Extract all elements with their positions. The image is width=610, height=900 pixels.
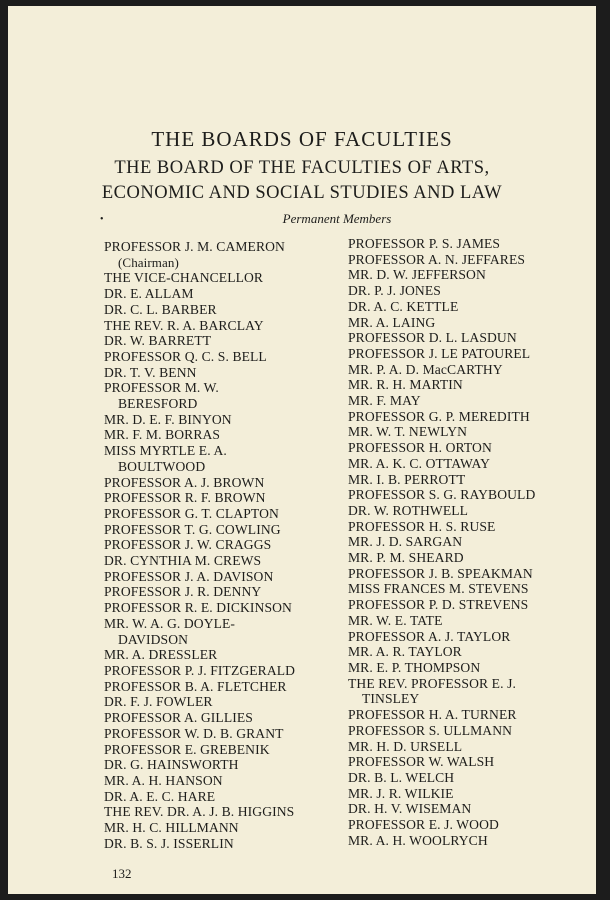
member-name: MR. P. M. SHEARD	[348, 550, 464, 566]
member-list-left	[104, 239, 340, 851]
member-name: PROFESSOR A. J. BROWN	[104, 474, 265, 490]
member-name: MR. D. W. JEFFERSON	[348, 267, 486, 283]
member-name: MISS MYRTLE E. A.	[104, 443, 227, 459]
member-entry	[104, 584, 340, 600]
member-entry	[348, 267, 594, 283]
member-name: DR. F. J. FOWLER	[104, 694, 213, 710]
member-name: DR. P. J. JONES	[348, 283, 441, 299]
member-entry	[348, 660, 594, 676]
member-entry	[348, 550, 594, 566]
member-name: PROFESSOR G. T. CLAPTON	[104, 505, 279, 521]
member-entry	[348, 252, 594, 268]
member-entry	[104, 365, 340, 381]
member-name: MR. H. C. HILLMANN	[104, 820, 239, 836]
member-entry	[348, 613, 594, 629]
member-entry	[348, 299, 594, 315]
member-entry	[104, 427, 340, 443]
member-name-continued: DAVIDSON	[118, 631, 189, 647]
member-name: DR. T. V. BENN	[104, 364, 197, 380]
member-entry	[348, 330, 594, 346]
member-entry	[348, 786, 594, 802]
member-entry	[104, 789, 340, 805]
member-name: MR. A. K. C. OTTAWAY	[348, 455, 491, 471]
member-name: MR. W. A. G. DOYLE-	[104, 615, 236, 631]
member-name: MR. I. B. PERROTT	[348, 471, 466, 487]
member-entry	[348, 629, 594, 645]
member-name: PROFESSOR B. A. FLETCHER	[104, 678, 287, 694]
member-name: PROFESSOR P. J. FITZGERALD	[104, 662, 296, 678]
member-entry	[348, 393, 594, 409]
member-entry	[348, 456, 594, 472]
member-name: DR. B. L. WELCH	[348, 769, 455, 785]
member-name: PROFESSOR Q. C. S. BELL	[104, 348, 267, 364]
member-name: MR. E. P. THOMPSON	[348, 659, 481, 675]
member-name: PROFESSOR J. R. DENNY	[104, 584, 262, 600]
member-entry	[348, 707, 594, 723]
member-entry	[104, 553, 340, 569]
member-name: DR. C. L. BARBER	[104, 301, 217, 317]
member-entry	[104, 742, 340, 758]
member-entry	[104, 537, 340, 553]
member-entry	[348, 770, 594, 786]
member-name: PROFESSOR H. A. TURNER	[348, 707, 517, 723]
member-name: THE VICE-CHANCELLOR	[104, 270, 264, 286]
member-name: MR. J. D. SARGAN	[348, 534, 463, 550]
subtitle-line-1: THE BOARD OF THE FACULTIES OF ARTS,	[114, 158, 490, 178]
member-entry	[348, 503, 594, 519]
member-name: MR. A. H. WOOLRYCH	[348, 832, 488, 848]
member-name: MR. P. A. D. MacCARTHY	[348, 361, 503, 377]
member-name: PROFESSOR E. J. WOOD	[348, 817, 499, 833]
member-entry	[104, 647, 340, 663]
member-name: MR. F. M. BORRAS	[104, 427, 221, 443]
member-name: DR. B. S. J. ISSERLIN	[104, 835, 234, 851]
bullet-mark: •	[100, 214, 104, 225]
subtitle-line-2: ECONOMIC AND SOCIAL STUDIES AND LAW	[101, 183, 503, 203]
document-page	[8, 6, 596, 894]
member-name: PROFESSOR S. G. RAYBOULD	[348, 487, 536, 503]
member-entry	[348, 817, 594, 833]
member-entry	[104, 380, 340, 411]
member-name: MR. J. R. WILKIE	[348, 785, 454, 801]
member-name: PROFESSOR R. E. DICKINSON	[104, 600, 292, 616]
member-entry	[348, 833, 594, 849]
member-name: PROFESSOR P. D. STREVENS	[348, 597, 529, 613]
member-entry	[104, 569, 340, 585]
member-entry	[104, 412, 340, 428]
member-name-continued: TINSLEY	[362, 691, 420, 707]
member-entry	[348, 409, 594, 425]
member-name: DR. A. C. KETTLE	[348, 298, 459, 314]
member-entry	[348, 519, 594, 535]
member-name: DR. E. ALLAM	[104, 286, 194, 302]
member-entry	[104, 522, 340, 538]
page-title: THE BOARDS OF FACULTIES	[151, 127, 453, 151]
member-entry	[104, 616, 340, 647]
member-name: MISS FRANCES M. STEVENS	[348, 581, 529, 597]
member-name: MR. A. H. HANSON	[104, 772, 223, 788]
member-entry	[348, 723, 594, 739]
chairman-note: (Chairman)	[118, 254, 179, 270]
member-entry	[104, 804, 340, 820]
member-entry	[348, 754, 594, 770]
member-entry	[348, 597, 594, 613]
member-entry	[104, 710, 340, 726]
member-name: PROFESSOR W. WALSH	[348, 754, 495, 770]
member-name: MR. H. D. URSELL	[348, 738, 463, 754]
member-name: PROFESSOR J. W. CRAGGS	[104, 537, 272, 553]
member-name: MR. W. T. NEWLYN	[348, 424, 468, 440]
member-entry	[348, 566, 594, 582]
member-list-right	[348, 236, 594, 848]
member-entry	[348, 362, 594, 378]
member-entry	[104, 757, 340, 773]
member-entry	[104, 663, 340, 679]
member-entry	[348, 581, 594, 597]
member-name: PROFESSOR R. F. BROWN	[104, 490, 266, 506]
member-entry	[104, 506, 340, 522]
member-name: MR. W. E. TATE	[348, 612, 443, 628]
member-name: DR. W. ROTHWELL	[348, 502, 469, 518]
member-name: MR. A. DRESSLER	[104, 647, 218, 663]
page-number: 132	[112, 866, 132, 881]
member-entry	[104, 302, 340, 318]
member-entry	[348, 424, 594, 440]
member-entry	[348, 487, 594, 503]
member-entry	[348, 236, 594, 252]
member-entry	[104, 333, 340, 349]
member-name: MR. F. MAY	[348, 393, 421, 409]
member-entry	[348, 377, 594, 393]
member-name: THE REV. DR. A. J. B. HIGGINS	[104, 804, 295, 820]
member-entry	[104, 490, 340, 506]
member-name-continued: BERESFORD	[118, 396, 198, 412]
member-name: PROFESSOR W. D. B. GRANT	[104, 725, 284, 741]
member-name: PROFESSOR H. S. RUSE	[348, 518, 496, 534]
member-name: DR. A. E. C. HARE	[104, 788, 216, 804]
member-entry	[104, 286, 340, 302]
member-entry	[104, 600, 340, 616]
member-entry	[104, 820, 340, 836]
member-name: DR. H. V. WISEMAN	[348, 801, 472, 817]
member-entry	[104, 270, 340, 286]
member-entry	[348, 739, 594, 755]
member-name: PROFESSOR A. N. JEFFARES	[348, 251, 526, 267]
member-name: PROFESSOR G. P. MEREDITH	[348, 408, 530, 424]
member-entry	[348, 801, 594, 817]
member-entry	[104, 475, 340, 491]
member-name: MR. R. H. MARTIN	[348, 377, 463, 393]
member-name: DR. W. BARRETT	[104, 333, 212, 349]
member-name: DR. CYNTHIA M. CREWS	[104, 553, 262, 569]
member-name-continued: BOULTWOOD	[118, 458, 206, 474]
section-heading: Permanent Members	[282, 211, 392, 226]
member-entry	[104, 239, 340, 270]
member-entry	[104, 443, 340, 474]
member-name: MR. A. LAING	[348, 314, 436, 330]
member-name: THE REV. PROFESSOR E. J.	[348, 675, 516, 691]
member-name: DR. G. HAINSWORTH	[104, 757, 239, 773]
member-name: MR. D. E. F. BINYON	[104, 411, 232, 427]
member-entry	[104, 694, 340, 710]
member-name: PROFESSOR J. B. SPEAKMAN	[348, 565, 533, 581]
member-name: PROFESSOR H. ORTON	[348, 440, 492, 456]
member-name: PROFESSOR J. A. DAVISON	[104, 568, 274, 584]
member-entry	[348, 283, 594, 299]
member-name: PROFESSOR J. LE PATOUREL	[348, 345, 531, 361]
member-entry	[348, 346, 594, 362]
member-entry	[348, 472, 594, 488]
member-name: PROFESSOR D. L. LASDUN	[348, 330, 517, 346]
member-entry	[348, 534, 594, 550]
member-name: THE REV. R. A. BARCLAY	[104, 317, 264, 333]
member-entry	[104, 349, 340, 365]
member-entry	[104, 773, 340, 789]
member-name: PROFESSOR S. ULLMANN	[348, 722, 513, 738]
member-entry	[104, 726, 340, 742]
member-name: PROFESSOR E. GREBENIK	[104, 741, 270, 757]
member-entry	[348, 644, 594, 660]
member-entry	[348, 676, 594, 707]
member-name: PROFESSOR J. M. CAMERON	[104, 239, 285, 254]
member-name: PROFESSOR P. S. JAMES	[348, 236, 501, 251]
member-name: PROFESSOR M. W.	[104, 380, 219, 396]
member-entry	[348, 440, 594, 456]
member-entry	[104, 836, 340, 852]
member-name: MR. A. R. TAYLOR	[348, 644, 462, 660]
member-entry	[348, 315, 594, 331]
member-name: PROFESSOR A. J. TAYLOR	[348, 628, 511, 644]
member-name: PROFESSOR T. G. COWLING	[104, 521, 281, 537]
member-entry	[104, 318, 340, 334]
member-entry	[104, 679, 340, 695]
member-name: PROFESSOR A. GILLIES	[104, 710, 253, 726]
